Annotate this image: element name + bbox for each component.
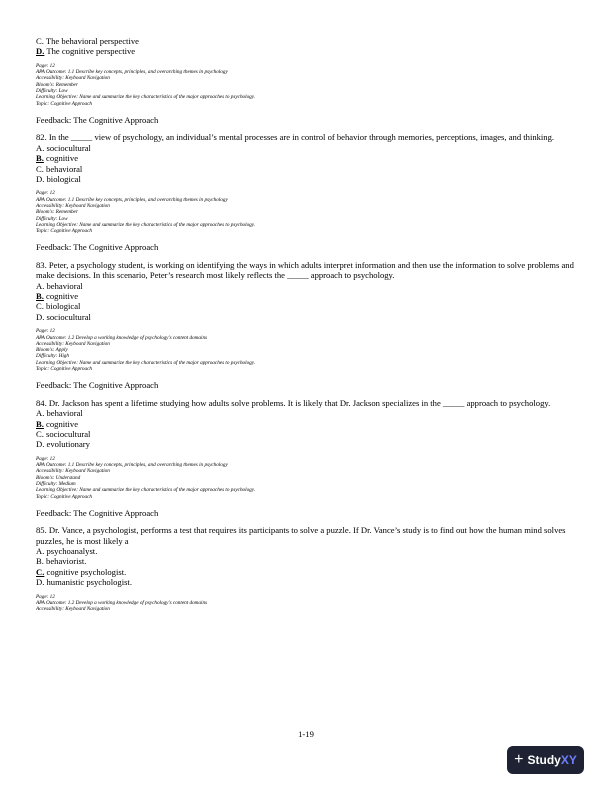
question-metadata bbox=[36, 594, 576, 613]
option-text: biological bbox=[44, 173, 81, 184]
metadata-line: Accessibility: Keyboard Navigation bbox=[36, 75, 110, 82]
answer-option bbox=[36, 174, 576, 184]
option-text: behavioral bbox=[44, 408, 83, 419]
option-text: The cognitive perspective bbox=[44, 46, 136, 57]
metadata-line: APA Outcome: 1.1 Describe key concepts, principles, and overarching themes in psychology bbox=[36, 196, 228, 203]
question-block bbox=[36, 525, 576, 612]
question-81-continuation bbox=[36, 36, 576, 125]
metadata-line: Learning Objective: Name and summarize the key characteristics of the major approaches to psychology. bbox=[36, 359, 256, 366]
correct-answer-letter: B. bbox=[36, 153, 44, 164]
metadata-line: APA Outcome: 1.1 Describe key concepts, principles, and overarching themes in psychology bbox=[36, 69, 228, 76]
metadata-line: Bloom's: Apply bbox=[36, 347, 68, 354]
brand-name-main: Study bbox=[527, 753, 561, 767]
question-block bbox=[36, 398, 576, 519]
option-text: sociocultural bbox=[44, 142, 91, 153]
metadata-line: Bloom's: Remember bbox=[36, 81, 78, 88]
option-text: sociocultural bbox=[44, 311, 91, 322]
option-letter: C. bbox=[36, 163, 44, 174]
question-block bbox=[36, 260, 576, 391]
answer-option bbox=[36, 291, 576, 301]
option-text: humanistic psychologist. bbox=[44, 577, 132, 588]
correct-answer-letter: B. bbox=[36, 418, 44, 429]
metadata-line: APA Outcome: 1.1 Describe key concepts, principles, and overarching themes in psychology bbox=[36, 462, 228, 469]
answer-option bbox=[36, 36, 576, 46]
option-letter: D. bbox=[36, 577, 45, 588]
option-letter: D. bbox=[36, 439, 45, 450]
answer-option bbox=[36, 281, 576, 291]
metadata-line: Page: 12 bbox=[36, 190, 55, 197]
answer-option bbox=[36, 143, 576, 153]
page-number: 1-19 bbox=[298, 729, 314, 739]
document-body bbox=[36, 36, 576, 613]
question-metadata bbox=[36, 190, 576, 234]
correct-answer-letter: D. bbox=[36, 46, 45, 57]
metadata-line: Bloom's: Remember bbox=[36, 209, 78, 216]
option-letter: D. bbox=[36, 311, 45, 322]
question-metadata bbox=[36, 328, 576, 372]
answer-option bbox=[36, 312, 576, 322]
metadata-line: Topic: Cognitive Approach bbox=[36, 493, 93, 500]
metadata-line: APA Outcome: 1.2 Develop a working knowledge of psychology's content domains bbox=[36, 334, 208, 341]
answer-option bbox=[36, 546, 576, 556]
answer-option bbox=[36, 439, 576, 449]
option-letter: C. bbox=[36, 428, 44, 439]
metadata-line: Bloom's: Understand bbox=[36, 474, 81, 481]
metadata-line: Learning Objective: Name and summarize the key characteristics of the major approaches to psychology. bbox=[36, 221, 256, 228]
option-text: biological bbox=[43, 301, 81, 312]
question-metadata bbox=[36, 63, 576, 107]
answer-option bbox=[36, 301, 576, 311]
option-text: cognitive bbox=[43, 153, 79, 164]
answer-option bbox=[36, 429, 576, 439]
metadata-line: Topic: Cognitive Approach bbox=[36, 366, 93, 373]
correct-answer-letter: B. bbox=[36, 291, 44, 302]
option-letter: A. bbox=[36, 280, 45, 291]
feedback-line: Feedback: The Cognitive Approach bbox=[36, 380, 159, 391]
question-stem: 82. In the _____ view of psychology, an individual’s mental processes are in control of behavior through memories, perceptions, images, and thinking. bbox=[36, 132, 555, 143]
metadata-line: Page: 12 bbox=[36, 593, 55, 600]
answer-options bbox=[36, 36, 576, 57]
answer-option bbox=[36, 408, 576, 418]
answer-option bbox=[36, 577, 576, 587]
brand-name-accent: XY bbox=[560, 753, 577, 767]
plus-icon: + bbox=[514, 751, 524, 768]
question-stem: 85. Dr. Vance, a psychologist, performs a test that requires its participants to solve a puzzle. If Dr. Vance’s study is to find out how the human mind solves puzzles, he is most likely a bbox=[36, 525, 566, 546]
option-text: behavioral bbox=[43, 163, 83, 174]
question-stem: 83. Peter, a psychology student, is working on identifying the ways in which adults interpret information and then use the information to solve problems and make decisions. In this scenario, Peter’s research most likely reflects the _____ approach to psychology. bbox=[36, 259, 574, 281]
metadata-line: Accessibility: Keyboard Navigation bbox=[36, 606, 110, 613]
option-text: psychoanalyst. bbox=[44, 546, 98, 557]
option-letter: C. bbox=[36, 36, 44, 46]
option-letter: A. bbox=[36, 408, 45, 419]
metadata-line: Accessibility: Keyboard Navigation bbox=[36, 340, 110, 347]
option-text: behavioral bbox=[44, 280, 83, 291]
metadata-line: Page: 12 bbox=[36, 455, 55, 462]
answer-option bbox=[36, 46, 576, 56]
answer-option bbox=[36, 567, 576, 577]
correct-answer-letter: C. bbox=[36, 566, 45, 577]
metadata-line: Difficulty: High bbox=[36, 353, 69, 360]
metadata-line: Page: 12 bbox=[36, 62, 55, 69]
question-stem: 84. Dr. Jackson has spent a lifetime studying how adults solve problems. It is likely that Dr. Jackson specializes in the _____ approach to psychology. bbox=[36, 397, 551, 408]
option-text: cognitive psychologist. bbox=[44, 566, 127, 577]
option-text: behaviorist. bbox=[43, 556, 87, 567]
answer-option bbox=[36, 164, 576, 174]
option-letter: A. bbox=[36, 546, 45, 557]
option-letter: C. bbox=[36, 301, 44, 312]
feedback-line: Feedback: The Cognitive Approach bbox=[36, 242, 159, 253]
metadata-line: Accessibility: Keyboard Navigation bbox=[36, 202, 110, 209]
metadata-line: Difficulty: Medium bbox=[36, 480, 76, 487]
metadata-line: Accessibility: Keyboard Navigation bbox=[36, 468, 110, 475]
question-block bbox=[36, 132, 576, 253]
metadata-line: APA Outcome: 1.2 Develop a working knowledge of psychology's content domains bbox=[36, 599, 208, 606]
metadata-line: Page: 12 bbox=[36, 328, 55, 335]
option-text: cognitive bbox=[43, 418, 79, 429]
metadata-line: Learning Objective: Name and summarize the key characteristics of the major approaches to psychology. bbox=[36, 94, 256, 101]
option-text: sociocultural bbox=[43, 428, 91, 439]
feedback-line: Feedback: The Cognitive Approach bbox=[36, 507, 159, 518]
studyxy-logo-badge[interactable] bbox=[507, 746, 584, 774]
question-metadata bbox=[36, 456, 576, 500]
answer-option bbox=[36, 556, 576, 566]
option-text: evolutionary bbox=[44, 439, 90, 450]
feedback-line: Feedback: The Cognitive Approach bbox=[36, 114, 159, 125]
answer-option bbox=[36, 153, 576, 163]
metadata-line: Topic: Cognitive Approach bbox=[36, 228, 93, 235]
answer-option bbox=[36, 419, 576, 429]
metadata-line: Topic: Cognitive Approach bbox=[36, 100, 93, 107]
metadata-line: Difficulty: Low bbox=[36, 88, 68, 94]
option-letter: B. bbox=[36, 556, 44, 567]
question-list bbox=[36, 132, 576, 612]
option-letter: D. bbox=[36, 173, 45, 184]
metadata-line: Difficulty: Low bbox=[36, 215, 68, 222]
brand-name bbox=[527, 753, 576, 767]
option-letter: A. bbox=[36, 142, 45, 153]
metadata-line: Learning Objective: Name and summarize the key characteristics of the major approaches to psychology. bbox=[36, 487, 256, 494]
option-text: cognitive bbox=[43, 291, 79, 302]
option-text: The behavioral perspective bbox=[43, 36, 139, 46]
